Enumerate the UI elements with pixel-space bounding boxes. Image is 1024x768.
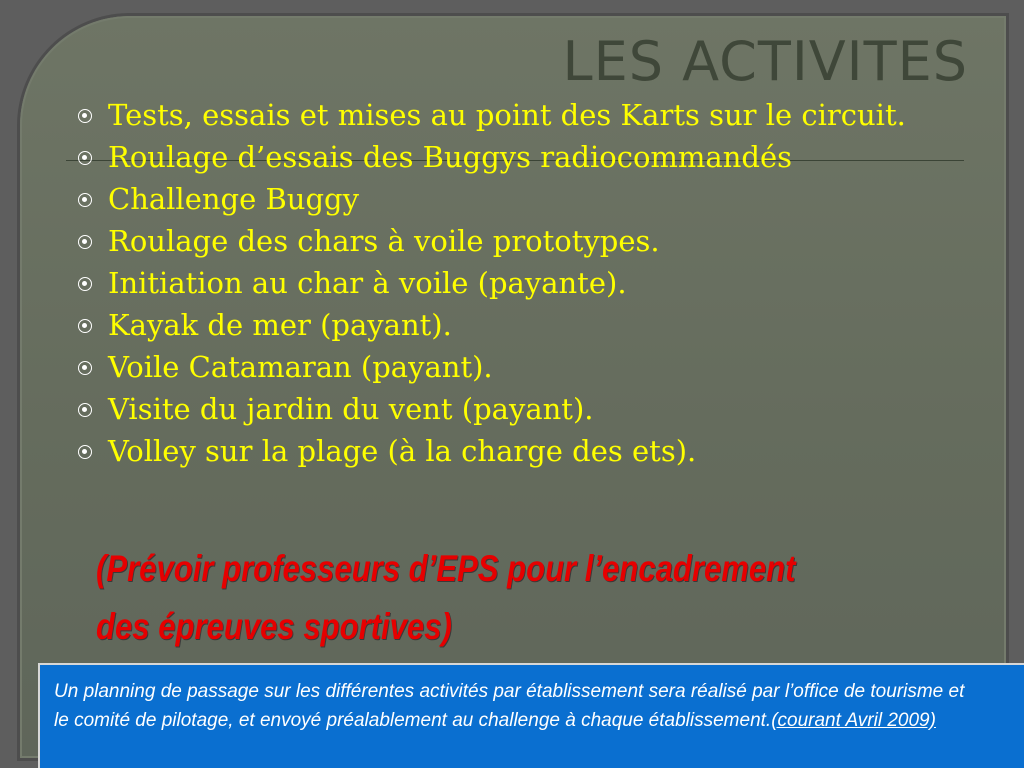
bullet-icon: [78, 445, 92, 459]
bullet-icon: [78, 151, 92, 165]
list-item-text: Voile Catamaran (payant).: [108, 350, 493, 384]
list-item: [78, 94, 978, 136]
list-item-text: Volley sur la plage (à la charge des ets).: [108, 434, 697, 468]
list-item: [78, 220, 978, 262]
planning-info-text: Un planning de passage sur les différentes activités par établissement sera réalisé par l’office de tourisme et le comité de pilotage, et envoyé préalablement au challenge à chaque établissement.: [54, 681, 965, 731]
list-item-text: Kayak de mer (payant).: [108, 308, 452, 342]
bullet-icon: [78, 361, 92, 375]
planning-info-box: [38, 663, 1024, 768]
list-item-text: Roulage d’essais des Buggys radiocommandés: [108, 140, 793, 174]
list-item: [78, 136, 978, 178]
list-item: [78, 388, 978, 430]
bullet-icon: [78, 235, 92, 249]
list-item: [78, 430, 978, 472]
bullet-icon: [78, 403, 92, 417]
eps-note: (Prévoir professeurs d’EPS pour l’encadrement des épreuves sportives): [96, 548, 796, 647]
bullet-icon: [78, 319, 92, 333]
list-item: [78, 262, 978, 304]
list-item: [78, 178, 978, 220]
bullet-icon: [78, 193, 92, 207]
activity-list: [78, 94, 978, 472]
slide-title: LES ACTIVITES: [562, 30, 968, 93]
list-item: [78, 304, 978, 346]
list-item-text: Tests, essais et mises au point des Karts sur le circuit.: [108, 98, 906, 132]
list-item: [78, 346, 978, 388]
planning-date: (courant Avril 2009): [771, 710, 936, 731]
list-item-text: Roulage des chars à voile prototypes.: [108, 224, 660, 258]
list-item-text: Visite du jardin du vent (payant).: [108, 392, 594, 426]
list-item-text: Challenge Buggy: [108, 182, 359, 216]
bullet-icon: [78, 109, 92, 123]
list-item-text: Initiation au char à voile (payante).: [108, 266, 627, 300]
bullet-icon: [78, 277, 92, 291]
